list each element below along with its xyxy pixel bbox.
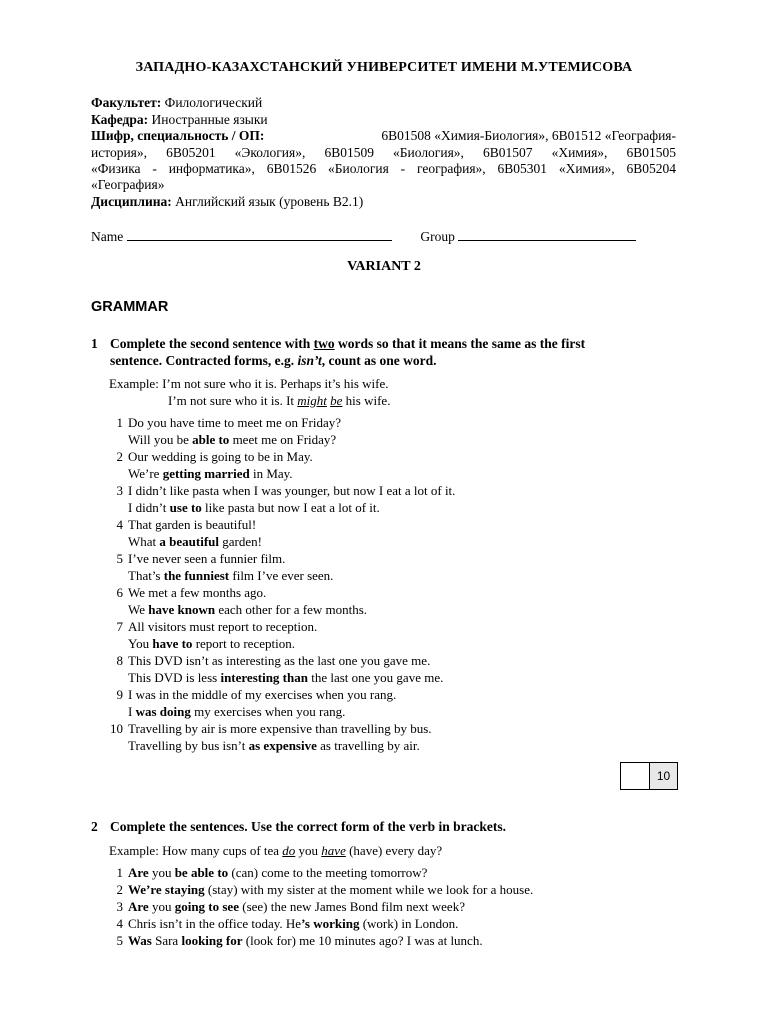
score-box [620,762,678,790]
code-label: Шифр, специальность / ОП: [91,128,265,143]
list-item-answer: We have known each other for a few months. [128,602,368,617]
task1-instruction-italic: isn’t [297,353,322,368]
university-title: ЗАПАДНО-КАЗАХСТАНСКИЙ УНИВЕРСИТЕТ ИМЕНИ М.УТЕМИСОВА [135,60,633,75]
item-original: Do you have time to meet me on Friday? [128,415,342,430]
task1-instruction-text: Complete the second sentence with [110,336,314,351]
item-original: All visitors must report to reception. [128,619,318,634]
example-label: Example: [109,843,159,858]
name-group-line [91,228,691,245]
example-answer-2: be [330,393,343,408]
example-answer-1: might [297,393,327,408]
answer-text: the funniest [163,568,230,583]
item-number: 7 [116,619,123,634]
task1-list [103,414,663,754]
task2-instruction [91,818,661,835]
answer-text: use to [169,500,202,515]
department-label: Кафедра: [91,112,149,127]
list-item-answer: What a beautiful garden! [128,534,262,549]
list-item: 4 Chris isn’t in the office today. He’s working (work) in London. [103,915,663,932]
code-value-1: 6В01508 «Химия-Биология», 6В01512 «География- [381,128,676,143]
task2-instruction-text: Complete the sentences. Use the correct form of the verb in brackets. [110,819,507,834]
discipline-line [91,194,676,211]
answer-text: as expensive [248,738,317,753]
list-item-answer: We’re getting married in May. [128,466,293,481]
item-number: 4 [116,517,123,532]
list-item: 3 Are you going to see (see) the new James Bond film next week? [103,898,663,915]
discipline-value: Английский язык (уровень В2.1) [175,194,364,209]
group-label: Group [420,229,455,244]
item-number: 9 [116,687,123,702]
score-max: 10 [650,763,677,789]
item-number: 3 [116,899,123,914]
task1-instruction [91,335,661,369]
list-item-answer: Will you be able to meet me on Friday? [128,432,337,447]
task2-example [109,842,442,859]
code-line-4: «География» [91,177,165,192]
item-original: Travelling by air is more expensive than travelling by bus. [128,721,432,736]
list-item [103,720,663,737]
faculty-line [91,95,676,112]
example-line-1: I’m not sure who it is. Perhaps it’s his wife. [162,376,389,391]
code-line-2: история», 6В05201 «Экология», 6В01509 «Биология», 6В01507 «Химия», 6В01505 [91,145,676,160]
example-answer-1: do [282,843,296,858]
example-line-2-end: his wife. [342,393,391,408]
example-text-b: you [295,843,322,858]
list-item-answer: This DVD is less interesting than the last one you gave me. [128,670,444,685]
example-line-2: I’m not sure who it is. It [168,393,298,408]
item-number: 5 [116,551,123,566]
item-original: I didn’t like pasta when I was younger, but now I eat a lot of it. [128,483,456,498]
list-item [103,482,663,499]
variant-title: VARIANT 2 [347,259,421,274]
example-answer-2: have [321,843,346,858]
group-field[interactable] [458,228,636,241]
faculty-label: Факультет: [91,95,162,110]
list-item: 5 Was Sara looking for (look for) me 10 minutes ago? I was at lunch. [103,932,663,949]
list-item: 2 We’re staying (stay) with my sister at the moment while we look for a house. [103,881,663,898]
example-text-c: (have) every day? [345,843,443,858]
answer-text: a beautiful [159,534,219,549]
item-original: We met a few months ago. [128,585,267,600]
item-original: Our wedding is going to be in May. [128,449,313,464]
list-item [103,652,663,669]
item-number: 8 [116,653,123,668]
discipline-label: Дисциплина: [91,194,172,209]
item-number: 1 [116,865,123,880]
item-number: 1 [116,415,123,430]
name-label: Name [91,229,124,244]
code-line-3: «Физика - информатика», 6В01526 «Биология - география», 6В05301 «Химия», 6В05204 [91,161,676,176]
list-item [103,516,663,533]
task2-number: 2 [91,819,98,834]
department-line [91,112,676,129]
item-number: 2 [116,882,123,897]
list-item-answer: I was doing my exercises when you rang. [128,704,346,719]
item-number: 5 [116,933,123,948]
item-number: 2 [116,449,123,464]
answer-text: have to [152,636,193,651]
list-item [103,618,663,635]
list-item [103,550,663,567]
item-original: I was in the middle of my exercises when you rang. [128,687,397,702]
item-number: 3 [116,483,123,498]
example-text-a: How many cups of tea [162,843,283,858]
list-item [103,686,663,703]
task1-instruction-text-c: sentence. Contracted forms, e.g. [110,353,298,368]
item-original: I’ve never seen a funnier film. [128,551,286,566]
item-original: That garden is beautiful! [128,517,257,532]
answer-text: able to [192,432,230,447]
task1-instruction-text-b: words so that it means the same as the first [334,336,586,351]
answer-text: interesting than [220,670,308,685]
faculty-value: Филологический [164,95,263,110]
list-item [103,414,663,431]
task1-example [109,375,390,409]
example-label: Example: [109,376,159,391]
answer-text: was doing [135,704,191,719]
name-field[interactable] [127,228,392,241]
score-input-cell[interactable] [621,763,650,789]
list-item [103,584,663,601]
task1-number: 1 [91,336,98,351]
department-value: Иностранные языки [151,112,268,127]
list-item [103,448,663,465]
item-number: 4 [116,916,123,931]
task1-instruction-text-d: , count as one word. [321,353,437,368]
item-number: 10 [110,721,123,736]
answer-text: have known [148,602,216,617]
list-item-answer: That’s the funniest film I’ve ever seen. [128,568,334,583]
answer-text: getting married [162,466,250,481]
task1-instruction-underlined: two [313,336,335,351]
task2-list [103,864,663,949]
list-item-answer: Travelling by bus isn’t as expensive as travelling by air. [128,738,420,753]
section-heading: GRAMMAR [91,299,169,315]
code-line-1 [91,128,676,145]
list-item: 1 Are you be able to (can) come to the meeting tomorrow? [103,864,663,881]
item-original: This DVD isn’t as interesting as the last one you gave me. [128,653,431,668]
list-item-answer: I didn’t use to like pasta but now I eat a lot of it. [128,500,380,515]
list-item-answer: You have to report to reception. [128,636,295,651]
item-number: 6 [116,585,123,600]
